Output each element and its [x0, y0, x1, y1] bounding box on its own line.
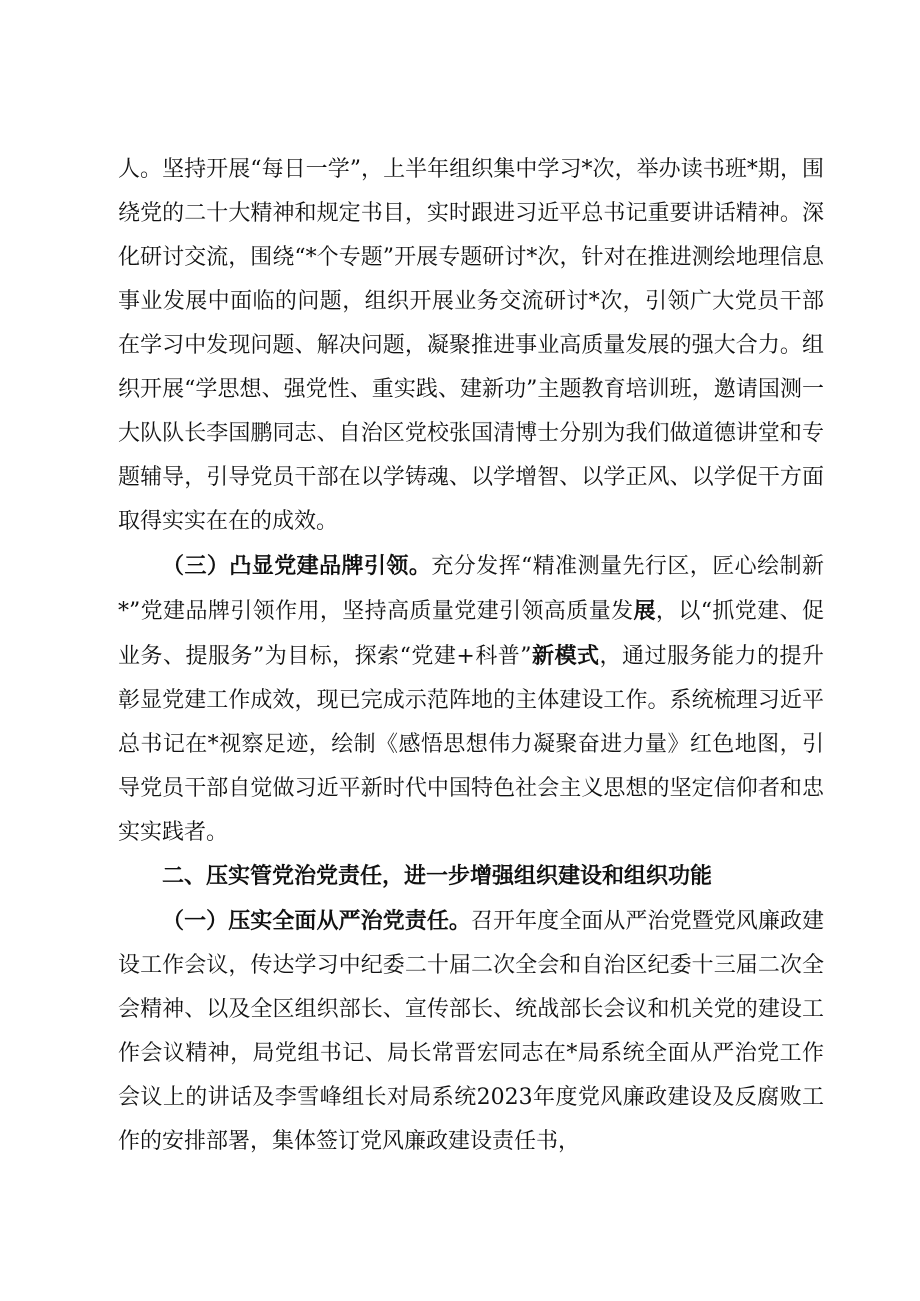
- paragraph-party-brand-bold-a: 展: [633, 598, 656, 624]
- paragraph-party-brand-text-a: 充分发挥“精准测量先行区，匠心绘制新*”党建品牌引领作用，坚持高质量党建引领高质量发: [118, 554, 824, 624]
- document-body: [118, 148, 824, 1164]
- paragraph-study: 人。坚持开展“每日一学”，上半年组织集中学习*次，举办读书班*期，围绕党的二十大精神和规定书目，实时跟进习近平总书记重要讲话精神。深化研讨交流，围绕“*个专题”开展专题研讨*次，针对在推进测绘地理信息事业发展中面临的问题，组织开展业务交流研讨*次，引领广大党员干部在学习中发现问题、解决问题，凝聚推进事业高质量发展的强大合力。组织开展“学思想、强党性、重实践、建新功”主题教育培训班，邀请国测一大队队长李国鹏同志、自治区党校张国清博士分别为我们做道德讲堂和专题辅导，引导党员干部在以学铸魂、以学增智、以学正风、以学促干方面取得实实在在的成效。: [118, 157, 824, 534]
- paragraph-party-brand-text-c: ，通过服务能力的提升彰显党建工作成效，现已完成示范阵地的主体建设工作。系统梳理习近平总书记在*视察足迹，绘制《感悟思想伟力凝聚奋进力量》红色地图，引导党员干部自觉做习近平新时代中国特色社会主义思想的坚定信仰者和忠实实践者。: [118, 644, 824, 845]
- paragraph-party-brand: [118, 544, 824, 855]
- paragraph-party-brand-bold-b: 新模式: [531, 643, 600, 669]
- paragraph-strict-governance: [118, 899, 824, 1164]
- paragraph-strict-governance-text: 召开年度全面从严治党暨党风廉政建设工作会议，传达学习中纪委二十届二次全会和自治区纪委十三届二次全会精神、以及全区组织部长、宣传部长、统战部长会议和机关党的建设工作会议精神，局党组书记、局长常晋宏同志在*局系统全面从严治党工作会议上的讲话及李雪峰组长对局系统2023年度党风廉政建设及反腐败工作的安排部署，集体签订党风廉政建设责任书，: [118, 909, 824, 1154]
- section-lead-strict-governance: （一）压实全面从严治党责任。: [162, 908, 471, 934]
- section-lead-party-brand: （三）凸显党建品牌引领。: [162, 553, 432, 579]
- paragraph-party-brand-text-b: ，以“抓党建、促业务、提服务”为目标，探索“党建+科普”: [118, 599, 824, 669]
- section-heading-two: 二、压实管党治党责任，进一步增强组织建设和组织功能: [162, 864, 713, 889]
